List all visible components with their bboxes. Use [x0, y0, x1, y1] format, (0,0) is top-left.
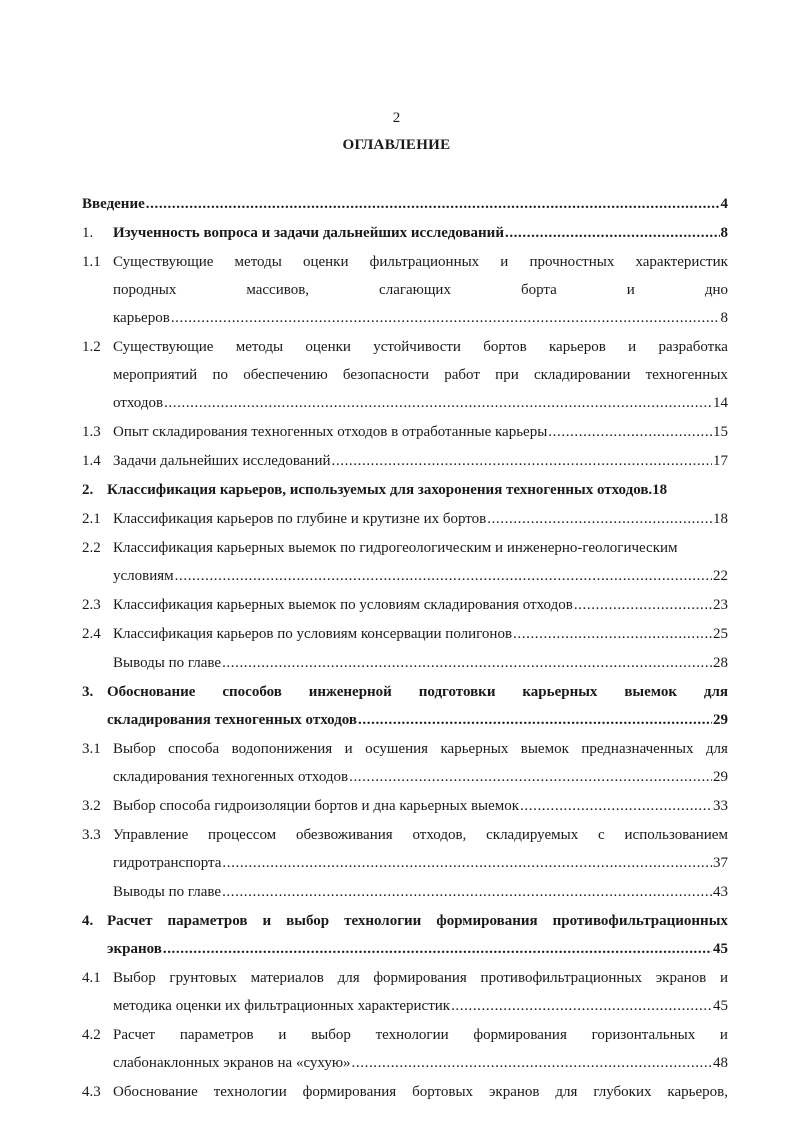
dot-leader	[222, 653, 712, 673]
toc-entry-1-4	[82, 451, 728, 471]
toc-entry-line: Обоснование способов инженерной подготовки карьерных выемок для	[107, 684, 728, 700]
dot-leader	[358, 710, 712, 730]
toc-entry-number: 1.3	[82, 424, 101, 440]
toc-entry-text: отходов	[113, 395, 164, 411]
toc-entry-4-1	[82, 968, 728, 1016]
toc-entry-chapter-4	[82, 911, 728, 959]
toc-entry-number: 3.3	[82, 827, 101, 843]
toc-entry-text: Изученность вопроса и задачи дальнейших исследований	[113, 225, 504, 241]
toc-entry-text: Опыт складирования техногенных отходов в отработанные карьеры	[113, 424, 548, 440]
toc-entry-number: 4.	[82, 913, 94, 929]
toc-entry-text: Классификация карьеров, используемых для захоронения техногенных отходов.	[107, 482, 653, 498]
dot-leader	[520, 796, 712, 816]
toc-entry-line: Управление процессом обезвоживания отходов, складируемых с использованием	[113, 827, 728, 843]
dot-leader	[352, 1053, 712, 1073]
dot-leader	[487, 509, 712, 529]
toc-entry-1-3	[82, 422, 728, 442]
toc-entry-number: 1.1	[82, 254, 101, 270]
toc-entry-text: Выводы по главе	[113, 655, 222, 671]
toc-entry-chapter-2	[82, 480, 728, 500]
toc-page-number: 18	[652, 482, 668, 498]
toc-page-number: 28	[713, 655, 728, 671]
toc-page-number: 25	[713, 626, 728, 642]
toc-entry-2-3	[82, 595, 728, 615]
toc-page-number: 43	[713, 884, 728, 900]
toc-entry-3-1	[82, 739, 728, 787]
dot-leader	[548, 422, 712, 442]
toc-entry-line: Выбор грунтовых материалов для формирования противофильтрационных экранов и	[113, 970, 728, 986]
toc-entry-text: Выбор способа гидроизоляции бортов и дна карьерных выемок	[113, 798, 520, 814]
toc-entry-text: Классификация карьерных выемок по гидрогеологическим и инженерно-геологическим	[113, 540, 678, 556]
toc-entry-text: складирования техногенных отходов	[107, 712, 358, 728]
toc-entry-text: Классификация карьерных выемок по условиям складирования отходов	[113, 597, 573, 613]
toc-page-number: 29	[713, 712, 728, 728]
toc-entry-3-3	[82, 825, 728, 873]
dot-leader	[163, 939, 712, 959]
toc-page-number: 37	[713, 855, 728, 871]
toc-entry-number: 1.4	[82, 453, 101, 469]
toc-entry-2-4	[82, 624, 728, 644]
table-of-contents	[82, 194, 728, 1102]
toc-entry-number: 4.2	[82, 1027, 101, 1043]
toc-entry-number: 2.3	[82, 597, 101, 613]
toc-entry-number: 4.1	[82, 970, 101, 986]
toc-entry-number: 2.2	[82, 540, 101, 556]
toc-entry-number: 3.1	[82, 741, 101, 757]
toc-entry-4-2	[82, 1025, 728, 1073]
toc-entry-text: экранов	[107, 941, 162, 957]
toc-entry-text: гидротранспорта	[113, 855, 222, 871]
toc-entry-number: 2.	[82, 482, 94, 498]
dot-leader	[332, 451, 712, 471]
dot-leader	[513, 624, 712, 644]
toc-page-number: 4	[720, 196, 728, 212]
toc-entry-text: слабонаклонных экранов на «сухую»	[113, 1055, 351, 1071]
toc-page-number: 18	[713, 511, 728, 527]
toc-entry-conclusions-3	[82, 882, 728, 902]
page-number: 2	[392, 110, 401, 126]
toc-entry-text: методика оценки их фильтрационных характеристик	[113, 998, 451, 1014]
toc-entry-text: Выводы по главе	[113, 884, 222, 900]
toc-entry-line: Выбор способа водопонижения и осушения карьерных выемок предназначенных для	[113, 741, 728, 757]
toc-entry-number: 3.	[82, 684, 94, 700]
toc-entry-line: Расчет параметров и выбор технологии формирования горизонтальных и	[113, 1027, 728, 1043]
dot-leader	[175, 566, 712, 586]
dot-leader	[171, 308, 720, 328]
toc-entry-line: Обоснование технологии формирования бортовых экранов для глубоких карьеров,	[113, 1084, 728, 1100]
toc-entry-line	[113, 538, 728, 558]
toc-entry-4-3	[82, 1082, 728, 1102]
toc-entry-text: Задачи дальнейших исследований	[113, 453, 331, 469]
dot-leader	[222, 853, 712, 873]
toc-entry-text: складирования техногенных отходов	[113, 769, 349, 785]
toc-entry-text: Введение	[82, 196, 145, 212]
dot-leader	[451, 996, 712, 1016]
dot-leader	[349, 767, 712, 787]
toc-page-number: 23	[713, 597, 728, 613]
toc-entry-line: породных массивов, слагающих борта и дно	[113, 282, 728, 298]
toc-entry-number: 1.	[82, 225, 94, 241]
dot-leader	[164, 393, 712, 413]
toc-entry-text: условиям	[113, 568, 174, 584]
dot-leader	[574, 595, 712, 615]
toc-page-number: 8	[720, 310, 728, 326]
toc-entry-2-1	[82, 509, 728, 529]
toc-entry-number: 2.4	[82, 626, 101, 642]
toc-entry-chapter-1	[82, 223, 728, 243]
toc-entry-line: Существующие методы оценки устойчивости бортов карьеров и разработка	[113, 339, 728, 355]
dot-leader	[222, 882, 712, 902]
toc-entry-conclusions-2	[82, 653, 728, 673]
toc-entry-2-2	[82, 538, 728, 586]
toc-entry-intro	[82, 194, 728, 214]
toc-entry-text: Классификация карьеров по глубине и крутизне их бортов	[113, 511, 487, 527]
toc-entry-1-1	[82, 252, 728, 328]
toc-entry-line: Существующие методы оценки фильтрационных и прочностных характеристик	[113, 254, 728, 270]
toc-entry-line: Расчет параметров и выбор технологии формирования противофильтрационных	[107, 913, 728, 929]
toc-page-number: 29	[713, 769, 728, 785]
toc-page-number: 15	[713, 424, 728, 440]
toc-page-number: 22	[713, 568, 728, 584]
toc-page-number: 45	[713, 941, 728, 957]
toc-page-number: 8	[720, 225, 728, 241]
toc-entry-chapter-3	[82, 682, 728, 730]
toc-entry-number: 4.3	[82, 1084, 101, 1100]
toc-entry-number: 3.2	[82, 798, 101, 814]
toc-page-number: 17	[713, 453, 728, 469]
toc-entry-text: карьеров	[113, 310, 170, 326]
toc-page-number: 14	[713, 395, 728, 411]
toc-entry-number: 2.1	[82, 511, 101, 527]
toc-page-number: 48	[713, 1055, 728, 1071]
toc-title: ОГЛАВЛЕНИЕ	[342, 137, 451, 153]
toc-entry-text: Классификация карьеров по условиям консервации полигонов	[113, 626, 513, 642]
toc-entry-line: мероприятий по обеспечению безопасности работ при складировании техногенных	[113, 367, 728, 383]
dot-leader	[146, 194, 720, 214]
toc-page-number: 45	[713, 998, 728, 1014]
toc-entry-number: 1.2	[82, 339, 101, 355]
toc-entry-3-2	[82, 796, 728, 816]
dot-leader	[505, 223, 720, 243]
toc-entry-1-2	[82, 337, 728, 413]
toc-page-number: 33	[713, 798, 728, 814]
